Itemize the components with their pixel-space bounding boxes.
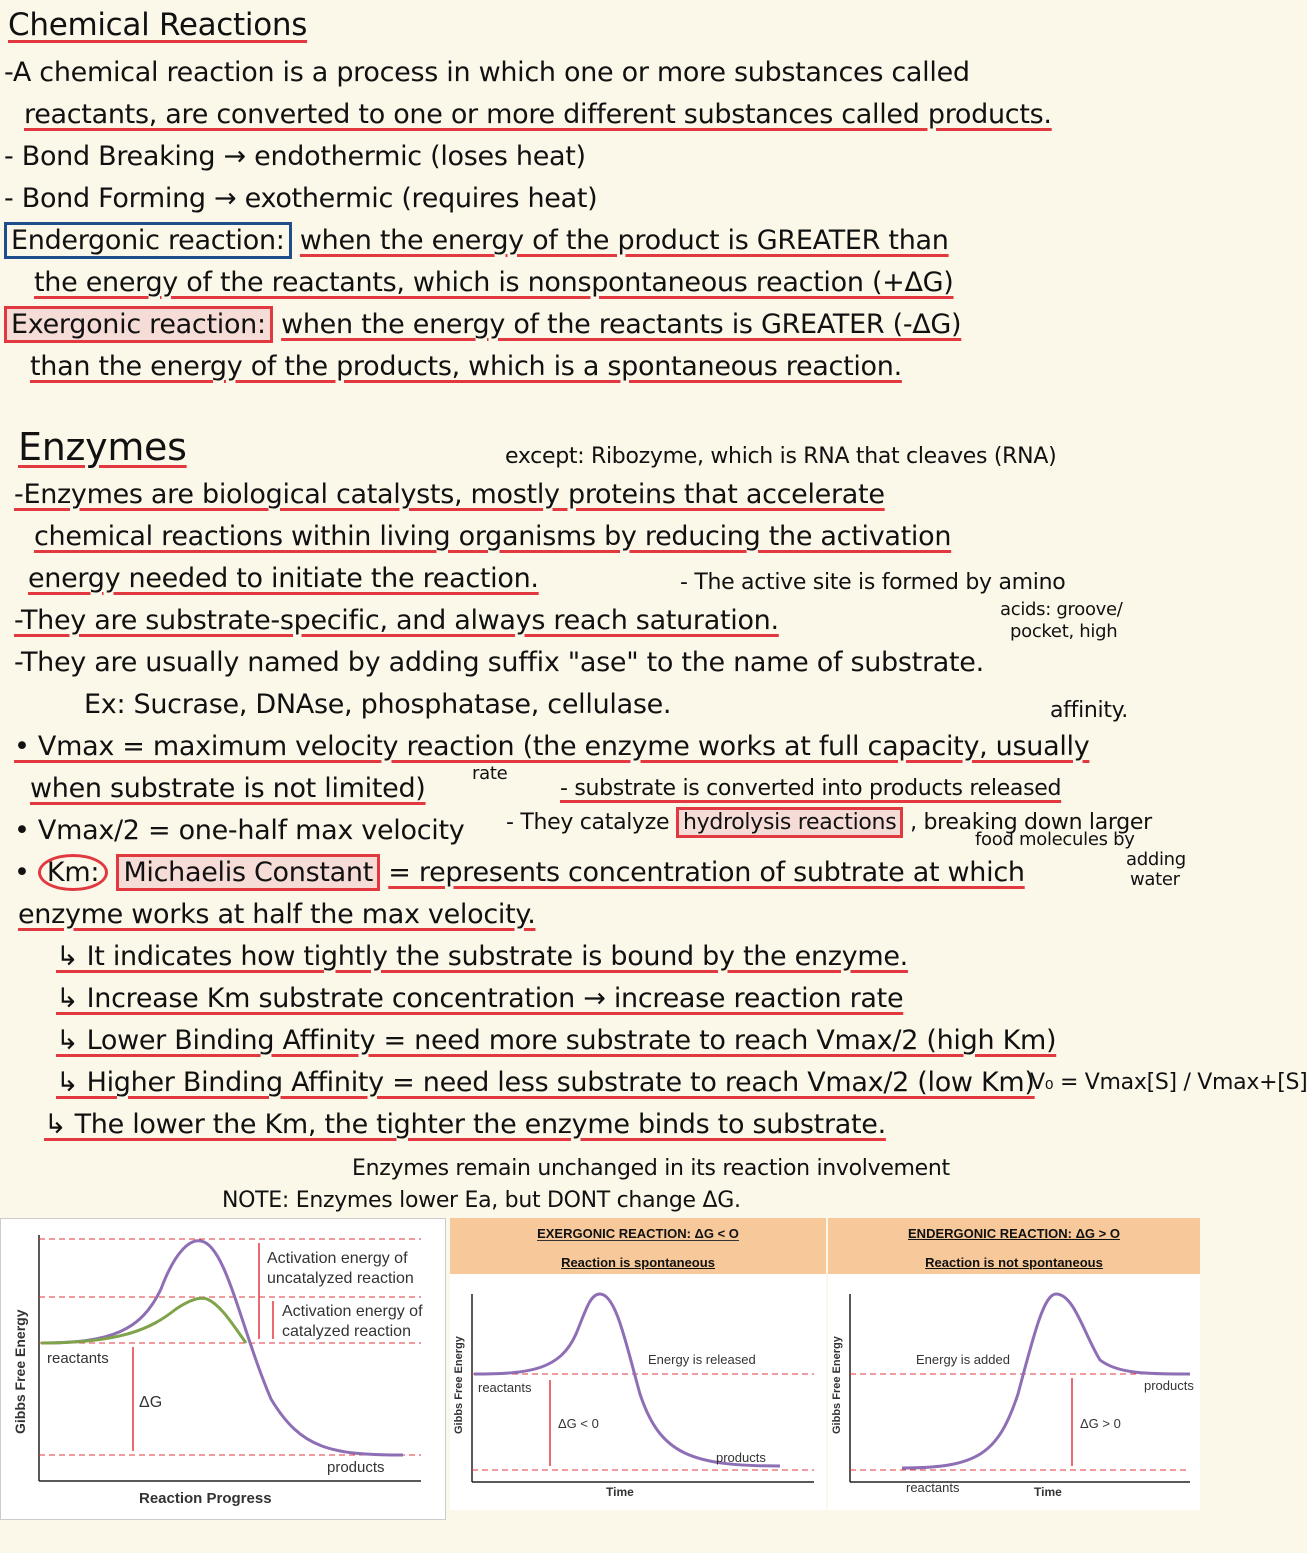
note-line: affinity. xyxy=(1050,698,1128,723)
note-line: • Vmax = maximum velocity reaction (the enzyme works at full capacity, usually xyxy=(14,731,1090,762)
note-line: -Enzymes are biological catalysts, mostly proteins that accelerate xyxy=(14,479,885,510)
note-line: • Vmax/2 = one-half max velocity xyxy=(14,815,465,846)
label-reactants: reactants xyxy=(478,1380,532,1395)
label-products: products xyxy=(327,1459,385,1476)
exergonic-subheader: Reaction is spontaneous xyxy=(561,1255,715,1270)
note-line: -A chemical reaction is a process in which one or more substances called xyxy=(4,57,970,88)
note-line: than the energy of the products, which is a spontaneous reaction. xyxy=(30,351,902,382)
label-reactants: reactants xyxy=(47,1350,109,1367)
y-axis-label: Gibbs Free Energy xyxy=(12,1309,28,1434)
label-products: products xyxy=(716,1450,766,1465)
note-line: acids: groove/ xyxy=(1000,599,1123,620)
note-line: the energy of the reactants, which is nonspontaneous reaction (+ΔG) xyxy=(34,267,954,298)
label-energy-released: Energy is released xyxy=(648,1352,756,1367)
exergonic-header: EXERGONIC REACTION: ΔG < O xyxy=(537,1226,739,1241)
activation-energy-figure xyxy=(0,1218,446,1520)
endergonic-figure xyxy=(828,1218,1200,1510)
label-delta-g: ΔG xyxy=(139,1394,163,1411)
x-axis-label: Reaction Progress xyxy=(139,1490,272,1507)
label-delta-g: ΔG < 0 xyxy=(558,1416,599,1431)
note-line: -They are usually named by adding suffix "ase" to the name of substrate. xyxy=(14,647,984,678)
label-products: products xyxy=(1144,1378,1194,1393)
note-text: , breaking down larger xyxy=(910,810,1152,835)
exergonic-figure xyxy=(450,1218,826,1510)
endergonic-label: Endergonic reaction: xyxy=(4,222,292,259)
note-line: -They are substrate-specific, and always reach saturation. xyxy=(14,605,779,636)
note-line: food molecules by xyxy=(975,829,1135,850)
note-line: chemical reactions within living organisms by reducing the activation xyxy=(34,521,952,552)
note-line: ↳ The lower the Km, the tighter the enzyme binds to substrate. xyxy=(44,1109,886,1140)
exergonic-label: Exergonic reaction: xyxy=(4,306,273,343)
note-line: water xyxy=(1130,869,1180,890)
note-line: pocket, high xyxy=(1010,621,1118,642)
note-line: NOTE: Enzymes lower Ea, but DONT change ΔG. xyxy=(222,1188,741,1213)
note-line: ↳ Increase Km substrate concentration → increase reaction rate xyxy=(56,983,904,1014)
note-text: - They catalyze xyxy=(506,810,670,835)
endergonic-subheader: Reaction is not spontaneous xyxy=(925,1255,1103,1270)
label-activation-catalyzed: Activation energy of xyxy=(282,1303,423,1320)
note-line: energy needed to initiate the reaction. xyxy=(28,563,539,594)
note-line: adding xyxy=(1126,849,1186,870)
hydrolysis-highlight: hydrolysis reactions xyxy=(676,807,903,838)
note-line: - Bond Breaking → endothermic (loses heat) xyxy=(4,141,586,172)
label-activation-uncatalyzed: uncatalyzed reaction xyxy=(267,1270,414,1287)
heading-enzymes: Enzymes xyxy=(18,425,187,469)
note-line: enzyme works at half the max velocity. xyxy=(18,899,536,930)
note-line: ↳ It indicates how tightly the substrate is bound by the enzyme. xyxy=(56,941,908,972)
y-axis-label: Gibbs Free Energy xyxy=(831,1336,843,1434)
note-line: reactants, are converted to one or more different substances called products. xyxy=(24,99,1052,130)
note-text: = represents concentration of subtrate at which xyxy=(388,857,1025,888)
michaelis-label: Michaelis Constant xyxy=(116,854,380,891)
note-text: when the energy of the product is GREATER than xyxy=(299,225,949,256)
label-reactants: reactants xyxy=(906,1480,960,1495)
note-line: - substrate is converted into products released xyxy=(560,776,1062,801)
note-line xyxy=(4,224,949,258)
km-label: Km: xyxy=(38,854,108,891)
note-text: when the energy of the reactants is GREATER (-ΔG) xyxy=(281,309,962,340)
note-line xyxy=(4,308,961,342)
michaelis-formula: V₀ = Vmax[S] / Vmax+[S] xyxy=(1030,1070,1307,1095)
note-line: - Bond Forming → exothermic (requires heat) xyxy=(4,183,598,214)
label-activation-uncatalyzed: Activation energy of xyxy=(267,1250,408,1267)
label-activation-catalyzed: catalyzed reaction xyxy=(282,1323,411,1340)
heading-chemical-reactions: Chemical Reactions xyxy=(8,7,308,43)
note-line: when substrate is not limited) xyxy=(30,773,426,804)
note-line: ↳ Lower Binding Affinity = need more substrate to reach Vmax/2 (high Km) xyxy=(56,1025,1057,1056)
note-line: Ex: Sucrase, DNAse, phosphatase, cellulase. xyxy=(84,689,672,720)
note-line: - The active site is formed by amino xyxy=(680,570,1066,595)
note-line: ↳ Higher Binding Affinity = need less substrate to reach Vmax/2 (low Km) xyxy=(56,1067,1035,1098)
label-delta-g: ΔG > 0 xyxy=(1080,1416,1121,1431)
endergonic-header: ENDERGONIC REACTION: ΔG > O xyxy=(908,1226,1120,1241)
note-line: Enzymes remain unchanged in its reaction involvement xyxy=(352,1156,950,1181)
x-axis-label: Time xyxy=(1034,1485,1062,1499)
y-axis-label: Gibbs Free Energy xyxy=(453,1336,465,1434)
label-energy-added: Energy is added xyxy=(916,1352,1010,1367)
note-line: • Km: Michaelis Constant = represents concentration of subtrate at which xyxy=(14,856,1025,890)
x-axis-label: Time xyxy=(606,1485,634,1499)
note-line: except: Ribozyme, which is RNA that cleaves (RNA) xyxy=(505,444,1057,469)
note-line: rate xyxy=(472,763,508,784)
